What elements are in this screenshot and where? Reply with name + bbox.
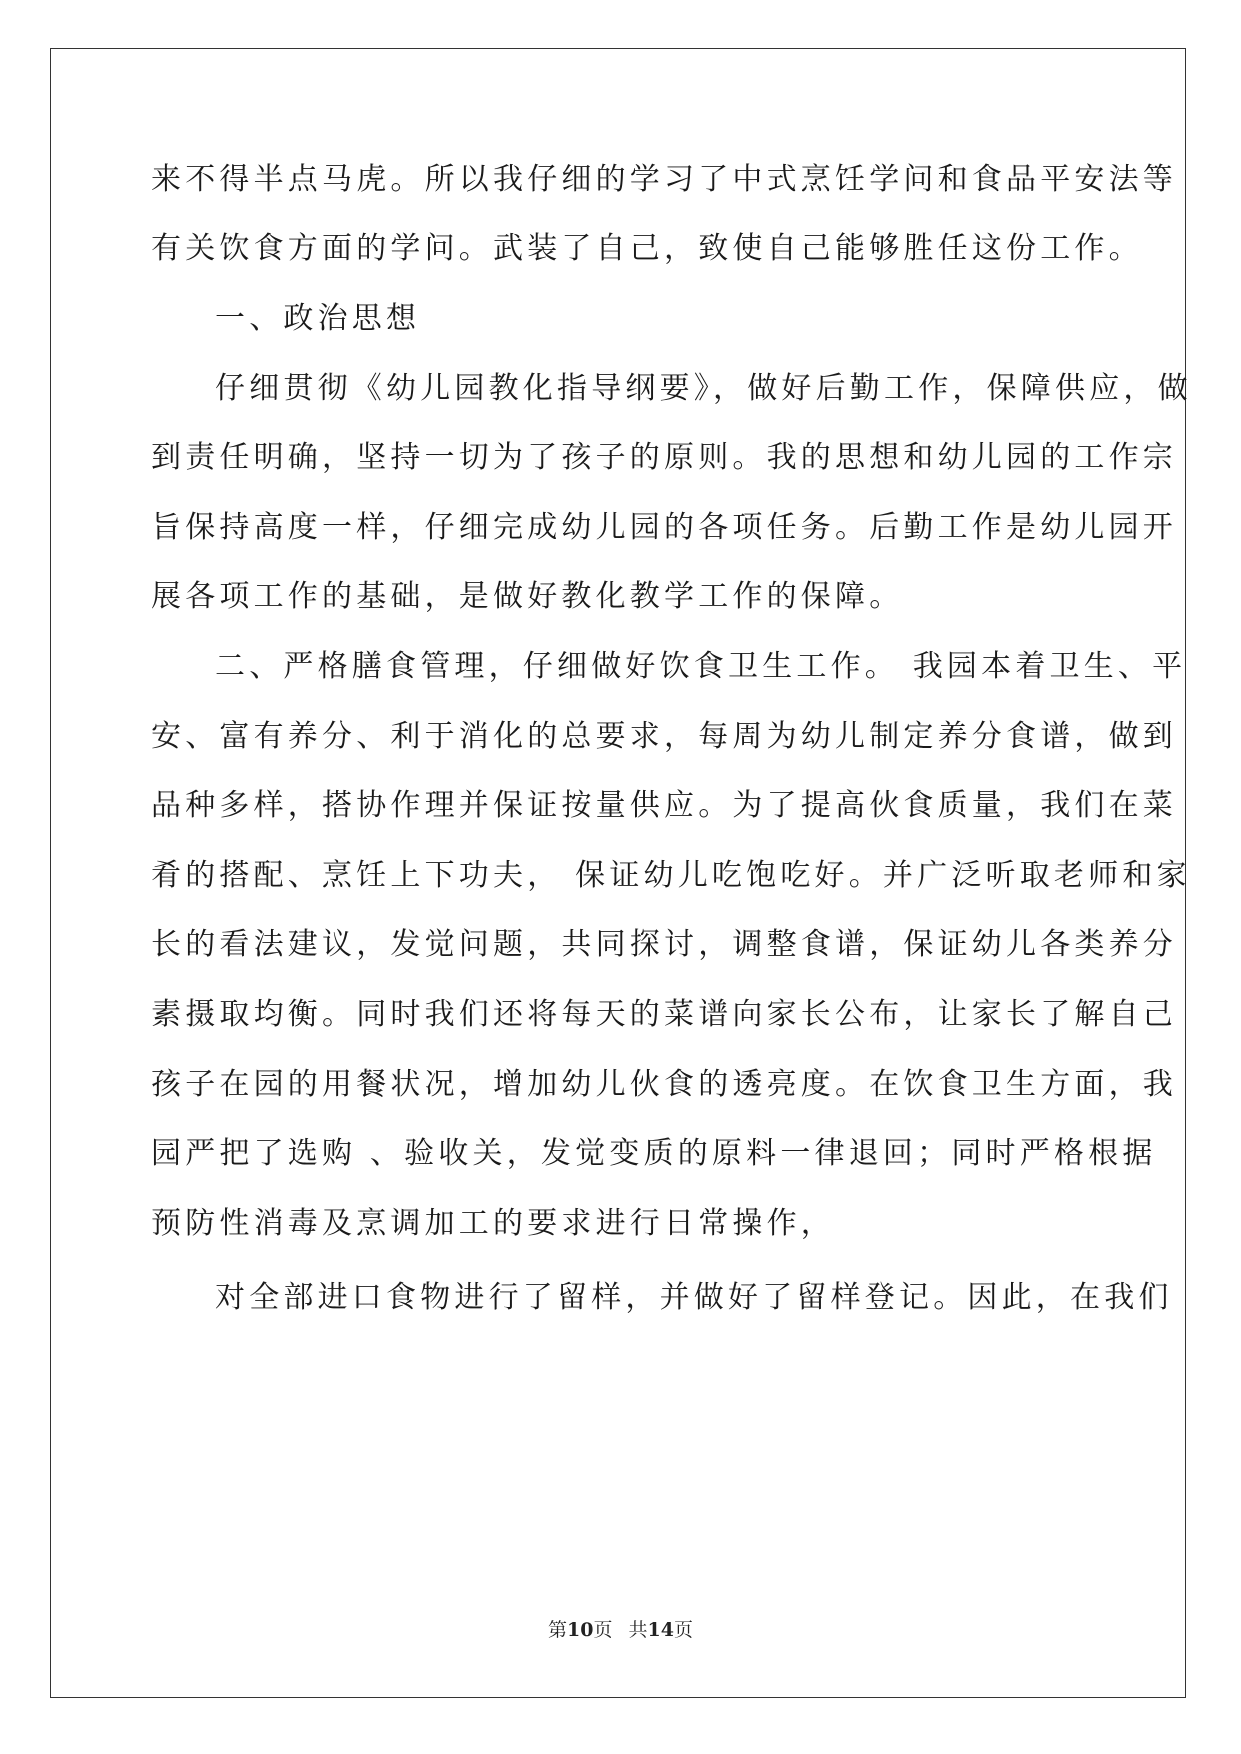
total-suffix: 页: [673, 1619, 693, 1641]
text-line: 安、富有养分、利于消化的总要求，每周为幼儿制定养分食谱，做到: [151, 719, 1177, 754]
text-line: 园严把了选购 、验收关，发觉变质的原料一律退回；同时严格根据: [151, 1136, 1157, 1171]
text-line: 对全部进口食物进行了留样，并做好了留样登记。因此，在我们: [215, 1280, 1173, 1315]
section-heading: 一、政治思想: [215, 301, 421, 336]
page-current: 10: [567, 1619, 594, 1641]
text-line: 肴的搭配、烹饪上下功夫， 保证幼儿吃饱吃好。并广泛听取老师和家: [151, 858, 1191, 893]
text-line: 仔细贯彻《幼儿园教化指导纲要》，做好后勤工作，保障供应，做: [215, 371, 1192, 406]
text-line: 来不得半点马虎。所以我仔细的学习了中式烹饪学问和食品平安法等: [151, 162, 1177, 197]
page-total: 14: [647, 1619, 674, 1641]
total-prefix: 共: [628, 1619, 648, 1641]
text-line: 品种多样，搭协作理并保证按量供应。为了提高伙食质量，我们在菜: [151, 788, 1177, 823]
text-line: 到责任明确，坚持一切为了孩子的原则。我的思想和幼儿园的工作宗: [151, 440, 1177, 475]
page-prefix: 第: [548, 1619, 568, 1641]
page-suffix: 页: [593, 1619, 613, 1641]
text-line: 有关饮食方面的学问。武装了自己，致使自己能够胜任这份工作。: [151, 231, 1143, 266]
text-line: 预防性消毒及烹调加工的要求进行日常操作，: [151, 1206, 835, 1241]
text-line: 展各项工作的基础，是做好教化教学工作的保障。: [151, 579, 904, 614]
text-line: 长的看法建议，发觉问题，共同探讨，调整食谱，保证幼儿各类养分: [151, 927, 1177, 962]
section-heading: 二、严格膳食管理，仔细做好饮食卫生工作。 我园本着卫生、平: [215, 649, 1187, 684]
page-footer: [0, 1618, 1241, 1642]
text-line: 孩子在园的用餐状况，增加幼儿伙食的透亮度。在饮食卫生方面，我: [151, 1067, 1177, 1102]
text-line: 旨保持高度一样，仔细完成幼儿园的各项任务。后勤工作是幼儿园开: [151, 510, 1177, 545]
text-line: 素摄取均衡。同时我们还将每天的菜谱向家长公布，让家长了解自己: [151, 997, 1177, 1032]
